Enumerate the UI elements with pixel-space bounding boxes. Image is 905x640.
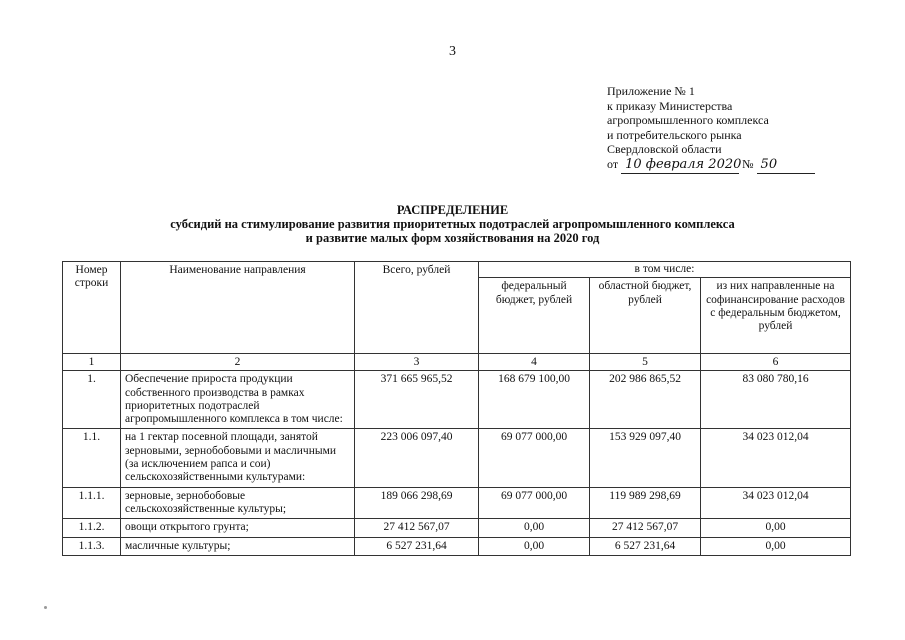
column-number: 5 <box>590 354 701 371</box>
column-number: 3 <box>355 354 479 371</box>
title-main: РАСПРЕДЕЛЕНИЕ <box>396 203 509 217</box>
row-number: 1. <box>63 371 121 429</box>
row-name: на 1 гектар посевной площади, занятой зерновыми, зернобобовыми и масличными (за исключением рапса и сои) сельскохозяйственными культурами: <box>121 429 355 487</box>
scan-mark <box>44 606 47 609</box>
row-cofinancing: 0,00 <box>701 537 851 555</box>
distribution-table <box>62 261 851 556</box>
header-row <box>63 262 851 278</box>
row-name: овощи открытого грунта; <box>121 519 355 537</box>
row-number: 1.1.1. <box>63 487 121 519</box>
title-line: субсидий на стимулирование развития приоритетных подотраслей агропромышленного комплекса <box>170 217 735 231</box>
row-regional: 202 986 865,52 <box>590 371 701 429</box>
row-total: 371 665 965,52 <box>355 371 479 429</box>
header-row-number: Номер строки <box>63 262 121 354</box>
row-name: Обеспечение прироста продукции собственного производства в рамках приоритетных подотраслей агропромышленного комплекса в том числе: <box>121 371 355 429</box>
row-regional: 119 989 298,69 <box>590 487 701 519</box>
row-total: 27 412 567,07 <box>355 519 479 537</box>
row-number: 1.1.2. <box>63 519 121 537</box>
row-cofinancing: 83 080 780,16 <box>701 371 851 429</box>
header-regional: областной бюджет, рублей <box>590 278 701 354</box>
row-regional: 153 929 097,40 <box>590 429 701 487</box>
column-numbers-row <box>63 354 851 371</box>
header-including: в том числе: <box>479 262 851 278</box>
row-federal: 0,00 <box>479 537 590 555</box>
header-name: Наименование направления <box>121 262 355 354</box>
column-number: 1 <box>63 354 121 371</box>
row-cofinancing: 0,00 <box>701 519 851 537</box>
row-cofinancing: 34 023 012,04 <box>701 487 851 519</box>
table-row <box>63 429 851 487</box>
date-value: 10 февраля 2020 <box>621 158 739 174</box>
page-number: 3 <box>449 44 456 59</box>
appendix-line: Приложение № 1 <box>607 84 695 98</box>
column-number: 2 <box>121 354 355 371</box>
appendix-block <box>607 84 815 174</box>
header-cofinancing: из них направленные на софинансирование расходов с федеральным бюджетом, рублей <box>701 278 851 354</box>
row-federal: 69 077 000,00 <box>479 487 590 519</box>
row-total: 189 066 298,69 <box>355 487 479 519</box>
row-federal: 168 679 100,00 <box>479 371 590 429</box>
table-row <box>63 537 851 555</box>
row-federal: 69 077 000,00 <box>479 429 590 487</box>
appendix-date-line <box>607 157 815 174</box>
row-federal: 0,00 <box>479 519 590 537</box>
row-number: 1.1. <box>63 429 121 487</box>
appendix-line: Свердловской области <box>607 142 722 157</box>
table-row <box>63 519 851 537</box>
row-number: 1.1.3. <box>63 537 121 555</box>
date-prefix: от <box>607 156 619 171</box>
row-name: масличные культуры; <box>121 537 355 555</box>
row-name: зерновые, зернобобовые сельскохозяйственные культуры; <box>121 487 355 519</box>
row-total: 223 006 097,40 <box>355 429 479 487</box>
number-value: 50 <box>757 158 815 174</box>
document-title <box>0 203 905 245</box>
appendix-line: агропромышленного комплекса <box>607 113 769 128</box>
appendix-line: к приказу Министерства <box>607 98 733 113</box>
row-total: 6 527 231,64 <box>355 537 479 555</box>
column-number: 6 <box>701 354 851 371</box>
row-cofinancing: 34 023 012,04 <box>701 429 851 487</box>
number-prefix: № <box>742 156 754 171</box>
row-regional: 27 412 567,07 <box>590 519 701 537</box>
header-federal: федеральный бюджет, рублей <box>479 278 590 354</box>
row-regional: 6 527 231,64 <box>590 537 701 555</box>
table-row <box>63 487 851 519</box>
title-line: и развитие малых форм хозяйствования на 2020 год <box>305 231 600 245</box>
header-total: Всего, рублей <box>355 262 479 354</box>
appendix-line: и потребительского рынка <box>607 127 742 142</box>
table-row <box>63 371 851 429</box>
column-number: 4 <box>479 354 590 371</box>
